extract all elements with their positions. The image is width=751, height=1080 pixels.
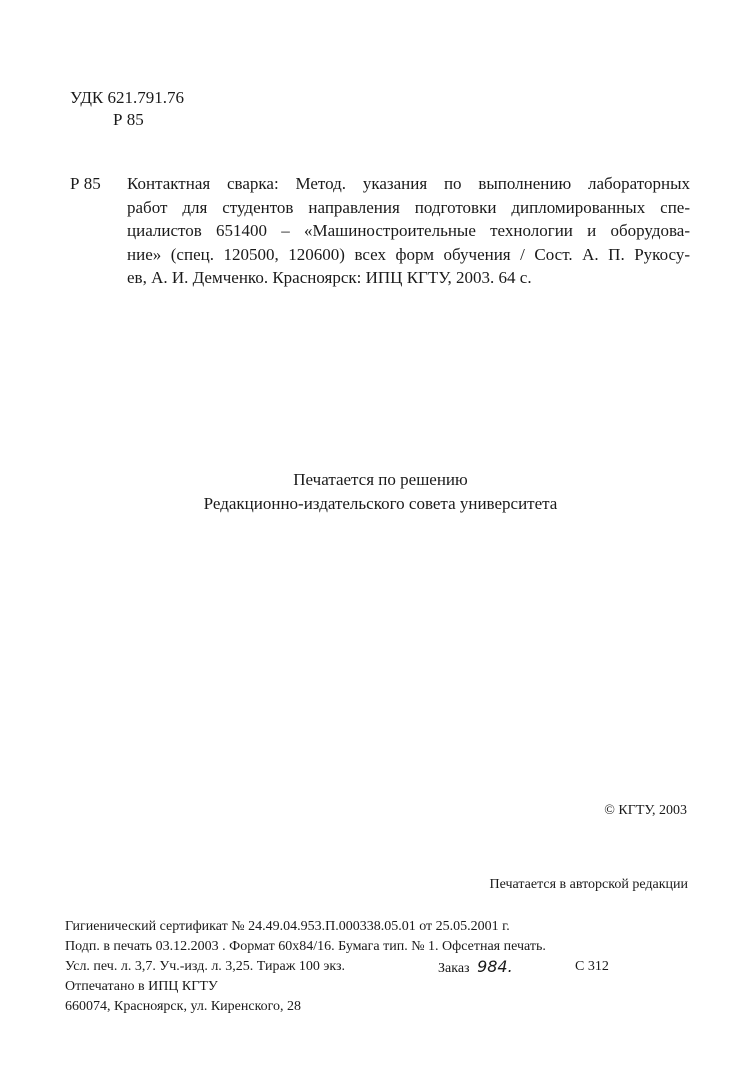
sheets-text: Усл. печ. л. 3,7. Уч.-изд. л. 3,25. Тираж 100 экз. — [65, 959, 346, 974]
order-number: 984. — [477, 957, 513, 976]
edition-note: Печатается в авторской редакции — [489, 877, 688, 892]
entry-line: работ для студентов направления подготовки дипломированных спе- — [127, 197, 690, 217]
entry-author-sign: Р 85 — [70, 174, 101, 193]
order-code: С 312 — [575, 959, 609, 974]
approval-line-1: Печатается по решению — [293, 470, 468, 489]
printer-address: 660074, Красноярск, ул. Киренского, 28 — [65, 999, 302, 1014]
udk-code: УДК 621.791.76 — [70, 88, 185, 107]
order-info — [438, 957, 513, 979]
copyright-notice: © КГТУ, 2003 — [604, 803, 687, 818]
hygienic-certificate: Гигиенический сертификат № 24.49.04.953.П.000338.05.01 от 25.05.2001 г. — [65, 919, 510, 934]
bibliographic-entry — [127, 172, 690, 290]
entry-line: ев, А. И. Демченко. Красноярск: ИПЦ КГТУ, 2003. 64 с. — [127, 268, 532, 287]
print-signing-info: Подп. в печать 03.12.2003 . Формат 60х84/16. Бумага тип. № 1. Офсетная печать. — [65, 939, 546, 954]
printed-at: Отпечатано в ИПЦ КГТУ — [65, 979, 218, 994]
approval-line-2: Редакционно-издательского совета университета — [203, 494, 558, 513]
entry-line: циалистов 651400 – «Машиностроительные технологии и оборудова- — [127, 221, 690, 240]
order-label: Заказ — [438, 961, 470, 976]
entry-line: ние» (спец. 120500, 120600) всех форм обучения / Сост. А. П. Рукосу- — [127, 244, 690, 264]
print-sheets-info — [65, 957, 625, 977]
author-sign: Р 85 — [113, 110, 144, 129]
entry-line: Контактная сварка: Метод. указания по выполнению лабораторных — [127, 174, 690, 193]
